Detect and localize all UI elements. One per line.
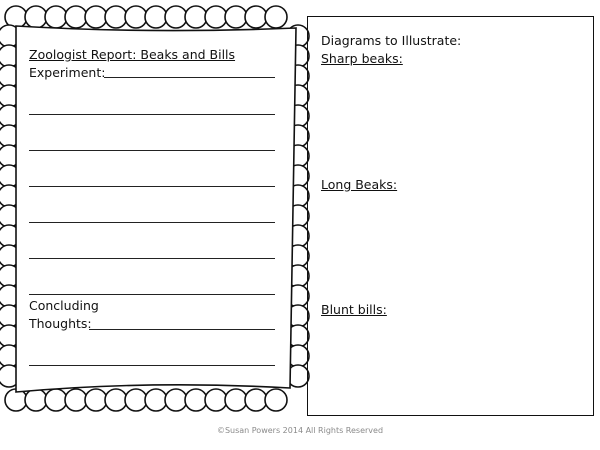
concluding-label: Concluding	[29, 298, 99, 313]
scallop	[25, 6, 47, 28]
write-line[interactable]	[29, 222, 275, 223]
write-line[interactable]	[29, 114, 275, 115]
scallop	[45, 389, 67, 411]
scallop	[25, 389, 47, 411]
scallop	[245, 389, 267, 411]
scallop	[165, 389, 187, 411]
write-line[interactable]	[29, 365, 275, 366]
scallop	[185, 389, 207, 411]
experiment-label: Experiment:	[29, 65, 106, 80]
write-line[interactable]	[29, 186, 275, 187]
scallop	[85, 6, 107, 28]
diagram-box	[308, 17, 594, 416]
scallop	[225, 389, 247, 411]
copyright-footer: ©Susan Powers 2014 All Rights Reserved	[216, 426, 384, 435]
report-title: Zoologist Report: Beaks and Bills	[29, 47, 236, 62]
scallop	[125, 389, 147, 411]
scallop	[205, 6, 227, 28]
long-beaks-label: Long Beaks:	[321, 177, 398, 192]
scallop	[265, 389, 287, 411]
scallop	[185, 6, 207, 28]
scallop	[205, 389, 227, 411]
blunt-bills-label: Blunt bills:	[321, 302, 387, 317]
scallop	[45, 6, 67, 28]
scallop	[145, 6, 167, 28]
write-line[interactable]	[29, 294, 275, 295]
experiment-write-line[interactable]	[104, 77, 275, 78]
thoughts-label: Thoughts:	[29, 316, 92, 331]
inner-panel	[16, 26, 296, 392]
diagrams-heading: Diagrams to Illustrate:	[321, 33, 462, 48]
scallop	[125, 6, 147, 28]
scallop	[65, 389, 87, 411]
scallop	[265, 6, 287, 28]
scallop	[245, 6, 267, 28]
write-line[interactable]	[29, 150, 275, 151]
scallop	[165, 6, 187, 28]
sharp-beaks-label: Sharp beaks:	[321, 51, 403, 66]
scallop	[105, 389, 127, 411]
scallop	[85, 389, 107, 411]
scallop	[65, 6, 87, 28]
scallop	[225, 6, 247, 28]
scallop	[145, 389, 167, 411]
scallop	[105, 6, 127, 28]
thoughts-write-line[interactable]	[89, 329, 275, 330]
write-line[interactable]	[29, 258, 275, 259]
